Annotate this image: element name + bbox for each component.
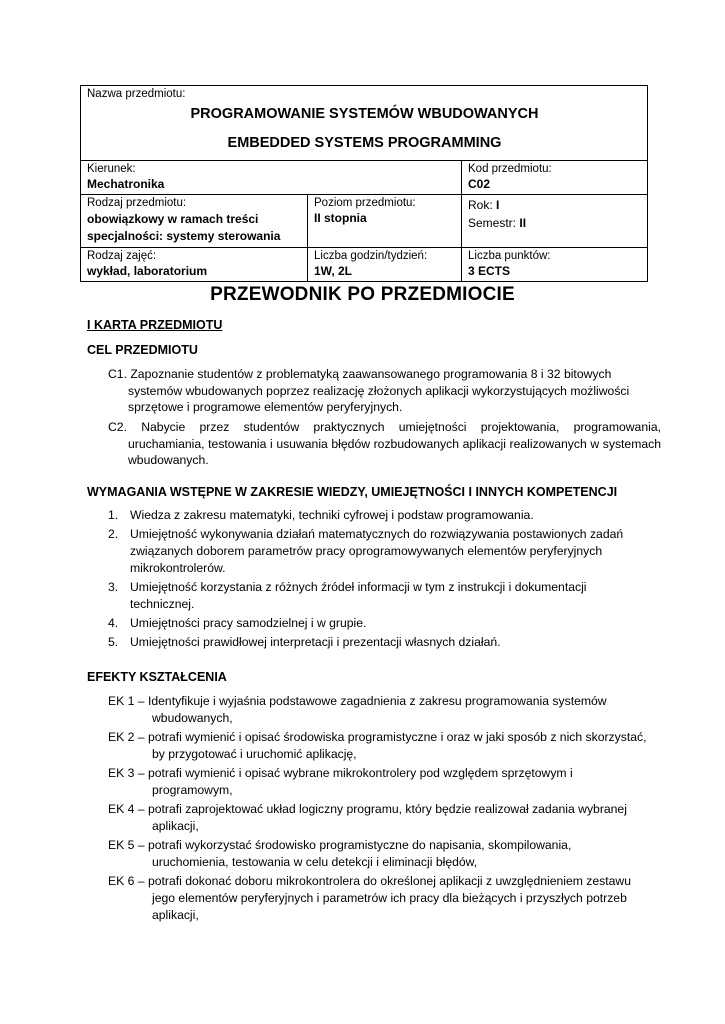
godziny-value: 1W, 2L — [314, 264, 353, 278]
efekty-list — [108, 693, 648, 926]
wymagania-list — [108, 507, 638, 653]
godziny-cell — [308, 248, 462, 282]
kierunek-label: Kierunek: — [87, 163, 136, 175]
section-efekty-heading: EFEKTY KSZTAŁCENIA — [87, 670, 227, 684]
section-karta-heading: I KARTA PRZEDMIOTU — [87, 318, 223, 332]
godziny-label: Liczba godzin/tydzień: — [314, 250, 428, 262]
section-wymagania-heading: WYMAGANIA WSTĘPNE W ZAKRESIE WIEDZY, UMIEJĘTNOŚCI I INNYCH KOMPETENCJI — [87, 485, 618, 499]
section-cel-heading: CEL PRZEDMIOTU — [87, 343, 198, 357]
subject-name-cell — [81, 86, 648, 161]
list-item: EK 2 – potrafi wymienić i opisać środowiska programistyczne i oraz w jaki sposób z nich skorzystać, by przygotować i uruchomić aplikację, — [108, 730, 647, 761]
rok-semestr-cell — [462, 195, 648, 248]
list-item: 3. Umiejętność korzystania z różnych źródeł informacji w tym z instrukcji i dokumentacji technicznej. — [108, 580, 587, 611]
punkty-value: 3 ECTS — [468, 264, 511, 278]
list-item: EK 3 – potrafi wymienić i opisać wybrane mikrokontrolery pod względem sprzętowym i programowym, — [108, 766, 573, 797]
poziom-label: Poziom przedmiotu: — [314, 197, 416, 209]
list-item: EK 4 – potrafi zaprojektować układ logiczny programu, który będzie realizował zadania wybranej aplikacji, — [108, 802, 627, 833]
list-item: 4. Umiejętności pracy samodzielnej i w grupie. — [108, 616, 367, 630]
list-item: EK 6 – potrafi dokonać doboru mikrokontrolera do określonej aplikacji z uwzględnieniem zestawu jego elementów peryferyjnych i parametrów ich pracy dla bieżących i przyszłych potrzeb aplikacji, — [108, 874, 631, 922]
cel-item-c1: C1. Zapoznanie studentów z problematyką zaawansowanego programowania 8 i 32 bitowych systemów wbudowanych poprzez realizację złożonych aplikacji wykorzystujących możliwości sprzętowe i programowe elementów peryferyjnych. — [108, 367, 630, 414]
list-item: 5. Umiejętności prawidłowej interpretacji i prezentacji własnych działań. — [108, 635, 501, 649]
kierunek-cell — [81, 161, 462, 195]
rodzaj-value: obowiązkowy w ramach treści specjalności: systemy sterowania — [87, 212, 281, 243]
kod-cell — [462, 161, 648, 195]
zajecia-value: wykład, laboratorium — [87, 264, 208, 278]
subject-name-label: Nazwa przedmiotu: — [87, 88, 186, 100]
list-item: 2. Umiejętność wykonywania działań matematycznych do rozwiązywania postawionych zadań związanych doborem parametrów pracy oprogramowywanych elementów peryferyjnych mikrokontrolerów. — [108, 527, 624, 575]
subject-title-en: EMBEDDED SYSTEMS PROGRAMMING — [227, 135, 502, 151]
rodzaj-label: Rodzaj przedmiotu: — [87, 197, 187, 209]
kod-value: C02 — [468, 177, 491, 191]
cel-item-c2: C2. Nabycie przez studentów praktycznych umiejętności projektowania, programowania, uruchamiania, testowania i usuwania błędów rozbudowanych aplikacji realizowanych w systemach wbudowanych. — [108, 420, 661, 467]
punkty-cell — [462, 248, 648, 282]
rodzaj-cell — [81, 195, 308, 248]
punkty-label: Liczba punktów: — [468, 250, 551, 262]
list-item: 1. Wiedza z zakresu matematyki, techniki cyfrowej i podstaw programowania. — [108, 508, 534, 522]
zajecia-cell — [81, 248, 308, 282]
list-item: EK 1 – Identyfikuje i wyjaśnia podstawowe zagadnienia z zakresu programowania systemów wbudowanych, — [108, 694, 607, 725]
subject-title-pl: PROGRAMOWANIE SYSTEMÓW WBUDOWANYCH — [190, 106, 539, 122]
semestr-label: Semestr: — [468, 216, 517, 230]
poziom-value: II stopnia — [314, 211, 367, 225]
kod-label: Kod przedmiotu: — [468, 163, 552, 175]
subject-card-table — [80, 85, 648, 282]
semestr-value: II — [519, 216, 527, 230]
list-item: EK 5 – potrafi wykorzystać środowisko programistyczne do napisania, skompilowania, uruchomienia, testowania w celu detekcji i eliminacji błędów, — [108, 838, 572, 869]
rok-value: I — [496, 198, 500, 212]
guide-title: PRZEWODNIK PO PRZEDMIOCIE — [210, 284, 515, 305]
poziom-cell — [308, 195, 462, 248]
zajecia-label: Rodzaj zajęć: — [87, 250, 157, 262]
rok-label: Rok: — [468, 198, 493, 212]
kierunek-value: Mechatronika — [87, 177, 165, 191]
